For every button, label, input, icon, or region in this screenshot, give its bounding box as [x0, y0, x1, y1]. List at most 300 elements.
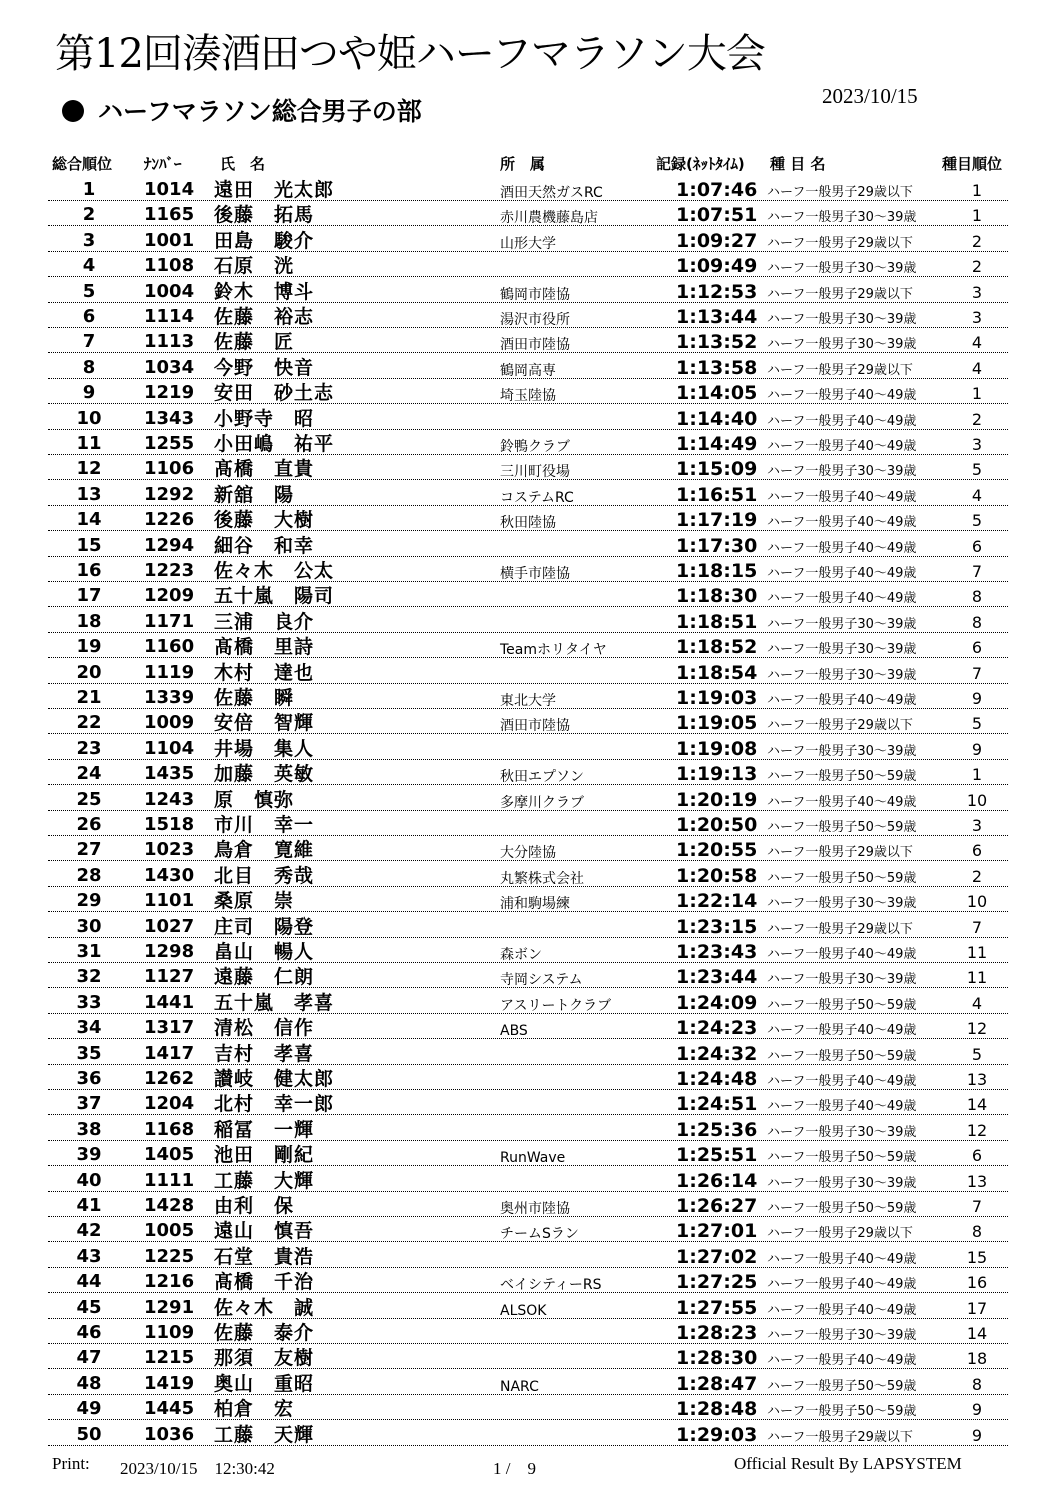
header-time: 記録(ﾈｯﾄﾀｲﾑ) — [656, 155, 745, 173]
table-row — [0, 1396, 1058, 1421]
table-row — [0, 787, 1058, 812]
category-cell: ハーフ一般男子50～59歳 — [767, 820, 917, 835]
runner-name-cell: 後藤 大樹 — [214, 509, 315, 532]
affiliation-cell: 酒田天然ガスRC — [500, 185, 603, 201]
runner-name-cell: 讃岐 健太郎 — [214, 1068, 335, 1090]
rank-cell: 17 — [76, 585, 102, 607]
table-row — [0, 761, 1058, 786]
bib-number-cell: 1343 — [144, 407, 195, 429]
table-row — [0, 888, 1058, 913]
category-rank-cell: 7 — [971, 917, 983, 937]
category-cell: ハーフ一般男子30～39歳 — [767, 616, 917, 632]
rank-cell: 32 — [76, 966, 102, 988]
table-row — [0, 533, 1058, 558]
table-row — [0, 304, 1058, 329]
bib-number-cell: 1223 — [144, 560, 195, 581]
net-time-cell: 1:09:49 — [676, 255, 758, 278]
runner-name-cell: 北目 秀哉 — [214, 864, 315, 887]
runner-name-cell: 細谷 和幸 — [214, 534, 315, 557]
runner-name-cell: 稲冨 一輝 — [214, 1118, 315, 1141]
category-cell: ハーフ一般男子30～39歳 — [767, 1124, 917, 1140]
bullet-icon — [62, 100, 84, 122]
bib-number-cell: 1104 — [144, 737, 195, 759]
affiliation-cell: 鈴鴨クラブ — [500, 439, 570, 455]
table-row — [0, 406, 1058, 431]
table-row — [0, 1015, 1058, 1040]
table-row — [0, 1269, 1058, 1294]
bib-number-cell: 1034 — [144, 356, 195, 378]
affiliation-cell: 森ボン — [500, 947, 542, 963]
rank-cell: 31 — [76, 941, 102, 962]
rank-cell: 46 — [76, 1322, 102, 1343]
event-date: 2023/10/15 — [822, 84, 918, 108]
runner-name-cell: 奥山 重昭 — [214, 1372, 315, 1395]
net-time-cell: 1:17:19 — [676, 509, 758, 532]
credit-line: Official Result By LAPSYSTEM — [734, 1454, 962, 1473]
category-cell: ハーフ一般男子30～39歳 — [767, 1328, 917, 1343]
rank-cell: 24 — [76, 763, 102, 785]
runner-name-cell: 原 慎弥 — [214, 788, 295, 811]
rank-cell: 15 — [76, 534, 102, 556]
header-rank: 総合順位 — [52, 155, 113, 173]
rank-cell: 41 — [76, 1195, 102, 1216]
bib-number-cell: 1441 — [144, 991, 195, 1013]
table-row — [0, 609, 1058, 634]
category-cell: ハーフ一般男子29歳以下 — [767, 235, 913, 251]
rank-cell: 43 — [76, 1245, 102, 1267]
net-time-cell: 1:27:01 — [676, 1220, 758, 1243]
bib-number-cell: 1294 — [144, 534, 195, 556]
category-cell: ハーフ一般男子50～59歳 — [767, 1048, 917, 1064]
bib-number-cell: 1216 — [144, 1271, 195, 1293]
rank-cell: 40 — [76, 1169, 102, 1191]
table-row — [0, 380, 1058, 405]
net-time-cell: 1:18:54 — [676, 661, 758, 684]
rank-cell: 14 — [76, 509, 102, 531]
bib-number-cell: 1160 — [144, 636, 195, 658]
affiliation-cell: ALSOK — [500, 1302, 547, 1319]
affiliation-cell: ABS — [500, 1023, 528, 1040]
runner-name-cell: 佐々木 誠 — [214, 1296, 315, 1319]
table-row — [0, 1168, 1058, 1193]
category-cell: ハーフ一般男子40～49歳 — [767, 439, 917, 454]
table-row — [0, 329, 1058, 354]
table-row — [0, 634, 1058, 659]
affiliation-cell: ベイシティーRS — [500, 1277, 602, 1294]
net-time-cell: 1:27:02 — [676, 1245, 758, 1268]
net-time-cell: 1:09:27 — [676, 229, 758, 252]
runner-name-cell: 佐藤 匠 — [214, 331, 295, 354]
table-row — [0, 253, 1058, 278]
category-rank-cell: 8 — [971, 1222, 983, 1242]
category-cell: ハーフ一般男子40～49歳 — [767, 1251, 917, 1267]
net-time-cell: 1:24:09 — [676, 991, 758, 1014]
bib-number-cell: 1023 — [144, 839, 195, 861]
net-time-cell: 1:20:58 — [676, 864, 758, 887]
bib-number-cell: 1417 — [144, 1042, 195, 1064]
affiliation-cell: コステムRC — [500, 489, 574, 506]
category-rank-cell: 7 — [971, 663, 983, 683]
affiliation-cell: 秋田エプソン — [500, 769, 584, 786]
net-time-cell: 1:19:08 — [676, 737, 758, 760]
table-row — [0, 279, 1058, 304]
bib-number-cell: 1430 — [144, 864, 195, 886]
category-cell: ハーフ一般男子29歳以下 — [767, 718, 913, 734]
net-time-cell: 1:15:09 — [676, 458, 758, 481]
affiliation-cell: 酒田市陸協 — [500, 337, 570, 354]
category-cell: ハーフ一般男子40～49歳 — [767, 1023, 917, 1039]
category-rank-cell: 12 — [966, 1120, 988, 1140]
bib-number-cell: 1009 — [144, 712, 195, 734]
bib-number-cell: 1225 — [144, 1245, 195, 1267]
category-rank-cell: 4 — [971, 993, 983, 1013]
runner-name-cell: 工藤 大輝 — [214, 1169, 315, 1192]
rank-cell: 47 — [76, 1347, 102, 1369]
rank-cell: 11 — [76, 433, 102, 454]
table-row — [0, 1320, 1058, 1345]
runner-name-cell: 庄司 陽登 — [214, 915, 315, 938]
bib-number-cell: 1165 — [144, 204, 195, 226]
category-cell: ハーフ一般男子50～59歳 — [767, 1404, 917, 1420]
runner-name-cell: 安倍 智輝 — [214, 712, 315, 735]
category-cell: ハーフ一般男子40～49歳 — [767, 566, 917, 581]
table-row — [0, 1142, 1058, 1167]
net-time-cell: 1:19:05 — [676, 712, 758, 735]
bib-number-cell: 1108 — [144, 255, 195, 277]
rank-cell: 50 — [76, 1423, 102, 1445]
rank-cell: 25 — [76, 788, 102, 810]
category-cell: ハーフ一般男子40～49歳 — [767, 413, 917, 429]
category-cell: ハーフ一般男子50～59歳 — [767, 1378, 917, 1394]
table-row — [0, 1091, 1058, 1116]
table-row — [0, 177, 1058, 202]
rank-cell: 1 — [82, 179, 96, 200]
category-cell: ハーフ一般男子40～49歳 — [767, 388, 917, 404]
runner-name-cell: 髙橋 直貴 — [214, 458, 315, 481]
net-time-cell: 1:18:15 — [676, 560, 758, 582]
affiliation-cell: アスリートクラブ — [500, 997, 612, 1014]
bib-number-cell: 1405 — [144, 1144, 195, 1166]
category-cell: ハーフ一般男子50～59歳 — [767, 870, 917, 886]
runner-name-cell: 安田 砂土志 — [214, 382, 335, 405]
table-row — [0, 228, 1058, 253]
rank-cell: 8 — [82, 356, 96, 378]
runner-name-cell: 髙橋 千治 — [214, 1271, 315, 1294]
net-time-cell: 1:12:53 — [676, 280, 758, 303]
category-rank-cell: 3 — [971, 435, 983, 454]
net-time-cell: 1:20:19 — [676, 788, 758, 811]
rank-cell: 23 — [76, 737, 102, 759]
table-row — [0, 660, 1058, 685]
affiliation-cell: 奥州市陸協 — [500, 1201, 570, 1217]
net-time-cell: 1:24:51 — [676, 1093, 758, 1116]
net-time-cell: 1:23:44 — [676, 966, 758, 989]
bib-number-cell: 1168 — [144, 1118, 195, 1140]
category-cell: ハーフ一般男子30～39歳 — [767, 464, 917, 480]
runner-name-cell: 鳥倉 寛維 — [214, 839, 315, 862]
category-cell: ハーフ一般男子40～49歳 — [767, 515, 917, 531]
category-cell: ハーフ一般男子50～59歳 — [767, 997, 917, 1013]
runner-name-cell: 柏倉 宏 — [214, 1398, 295, 1421]
net-time-cell: 1:24:32 — [676, 1042, 758, 1065]
table-row — [0, 482, 1058, 507]
category-rank-cell: 13 — [966, 1070, 988, 1089]
category-cell: ハーフ一般男子29歳以下 — [767, 1429, 913, 1445]
table-row — [0, 1371, 1058, 1396]
category-rank-cell: 8 — [971, 587, 983, 607]
category-rank-cell: 10 — [966, 892, 988, 912]
net-time-cell: 1:14:40 — [676, 407, 758, 430]
table-row — [0, 1066, 1058, 1091]
bib-number-cell: 1204 — [144, 1093, 195, 1115]
bib-number-cell: 1226 — [144, 509, 195, 531]
category-cell: ハーフ一般男子40～49歳 — [767, 540, 917, 556]
rank-cell: 3 — [82, 229, 96, 251]
category-cell: ハーフ一般男子40～49歳 — [767, 693, 917, 708]
bib-number-cell: 1005 — [144, 1220, 195, 1242]
bib-number-cell: 1262 — [144, 1068, 195, 1089]
print-label: Print: — [52, 1454, 90, 1473]
bib-number-cell: 1291 — [144, 1296, 195, 1318]
category-rank-cell: 12 — [966, 1019, 988, 1039]
bib-number-cell: 1317 — [144, 1017, 195, 1039]
bib-number-cell: 1101 — [144, 890, 195, 912]
affiliation-cell: 東北大学 — [500, 693, 556, 709]
bib-number-cell: 1113 — [144, 331, 195, 353]
net-time-cell: 1:26:27 — [676, 1195, 758, 1217]
affiliation-cell: 湯沢市役所 — [500, 312, 570, 328]
category-cell: ハーフ一般男子50～59歳 — [767, 769, 917, 785]
runner-name-cell: 遠山 慎吾 — [214, 1220, 315, 1243]
category-cell: ハーフ一般男子50～59歳 — [767, 1150, 917, 1166]
category-rank-cell: 14 — [966, 1095, 988, 1115]
runner-name-cell: 鈴木 博斗 — [214, 280, 315, 303]
rank-cell: 45 — [76, 1296, 102, 1318]
net-time-cell: 1:20:55 — [676, 839, 758, 862]
net-time-cell: 1:13:44 — [676, 306, 758, 328]
category-cell: ハーフ一般男子30～39歳 — [767, 667, 917, 683]
net-time-cell: 1:22:14 — [676, 890, 758, 913]
print-datetime: 2023/10/15 12:30:42 — [120, 1459, 275, 1478]
category-rank-cell: 5 — [971, 1044, 983, 1064]
category-rank-cell: 7 — [971, 562, 983, 581]
category-cell: ハーフ一般男子29歳以下 — [767, 921, 913, 937]
net-time-cell: 1:14:49 — [676, 433, 758, 455]
category-rank-cell: 2 — [971, 409, 983, 429]
bib-number-cell: 1106 — [144, 458, 195, 480]
rank-cell: 42 — [76, 1220, 102, 1242]
bib-number-cell: 1518 — [144, 814, 195, 835]
runner-name-cell: 市川 幸一 — [214, 814, 315, 836]
category-cell: ハーフ一般男子40～49歳 — [767, 591, 917, 607]
runner-name-cell: 新舘 陽 — [214, 483, 295, 506]
net-time-cell: 1:17:30 — [676, 534, 758, 557]
category-rank-cell: 6 — [971, 536, 983, 556]
net-time-cell: 1:29:03 — [676, 1423, 758, 1446]
table-row — [0, 710, 1058, 735]
category-rank-cell: 1 — [971, 765, 983, 785]
category-cell: ハーフ一般男子29歳以下 — [767, 845, 913, 861]
net-time-cell: 1:28:48 — [676, 1398, 758, 1421]
net-time-cell: 1:28:23 — [676, 1322, 758, 1344]
affiliation-cell: 鶴岡市陸協 — [500, 286, 570, 303]
affiliation-cell: 赤川農機藤島店 — [500, 210, 598, 227]
category-rank-cell: 5 — [971, 714, 983, 734]
table-row — [0, 1218, 1058, 1243]
bib-number-cell: 1243 — [144, 788, 195, 810]
table-row — [0, 507, 1058, 532]
bib-number-cell: 1292 — [144, 483, 195, 505]
category-rank-cell: 15 — [966, 1247, 988, 1267]
net-time-cell: 1:07:46 — [676, 179, 758, 201]
runner-name-cell: 遠藤 仁朗 — [214, 966, 315, 989]
table-row — [0, 583, 1058, 608]
rank-cell: 10 — [76, 407, 102, 429]
rank-cell: 44 — [76, 1271, 102, 1293]
runner-name-cell: 吉村 孝喜 — [214, 1042, 315, 1065]
category-rank-cell: 11 — [966, 943, 988, 962]
table-row — [0, 1244, 1058, 1269]
rank-cell: 12 — [76, 458, 102, 480]
category-rank-cell: 5 — [971, 511, 983, 531]
runner-name-cell: 佐藤 瞬 — [214, 687, 295, 709]
runner-name-cell: 三浦 良介 — [214, 610, 315, 633]
table-row — [0, 1345, 1058, 1370]
category-cell: ハーフ一般男子40～49歳 — [767, 1074, 917, 1089]
affiliation-cell: NARC — [500, 1378, 539, 1395]
rank-cell: 48 — [76, 1372, 102, 1394]
table-row — [0, 1422, 1058, 1447]
affiliation-cell: 三川町役場 — [500, 464, 570, 481]
runner-name-cell: 石堂 貴浩 — [214, 1245, 315, 1268]
net-time-cell: 1:26:14 — [676, 1169, 758, 1192]
category-rank-cell: 8 — [971, 612, 983, 632]
category-cell: ハーフ一般男子30～39歳 — [767, 312, 917, 327]
rank-cell: 26 — [76, 814, 102, 835]
affiliation-cell: チームSラン — [500, 1226, 579, 1243]
section-heading — [62, 96, 422, 128]
runner-name-cell: 佐藤 裕志 — [214, 306, 315, 328]
rank-cell: 22 — [76, 712, 102, 734]
bib-number-cell: 1255 — [144, 433, 195, 454]
table-row — [0, 736, 1058, 761]
bib-number-cell: 1036 — [144, 1423, 195, 1445]
category-cell: ハーフ一般男子50～59歳 — [767, 1201, 917, 1216]
category-cell: ハーフ一般男子30～39歳 — [767, 896, 917, 912]
bib-number-cell: 1215 — [144, 1347, 195, 1369]
category-rank-cell: 16 — [966, 1273, 988, 1293]
table-row — [0, 558, 1058, 583]
runner-name-cell: 佐藤 泰介 — [214, 1322, 315, 1344]
table-row — [0, 964, 1058, 989]
table-row — [0, 914, 1058, 939]
category-rank-cell: 11 — [966, 968, 988, 988]
runner-name-cell: 工藤 天輝 — [214, 1423, 315, 1446]
affiliation-cell: 横手市陸協 — [500, 566, 570, 582]
net-time-cell: 1:18:51 — [676, 610, 758, 633]
category-rank-cell: 9 — [971, 739, 983, 759]
page-footer — [0, 1454, 1058, 1478]
category-rank-cell: 10 — [966, 790, 988, 810]
bib-number-cell: 1127 — [144, 966, 195, 988]
table-row — [0, 1041, 1058, 1066]
category-rank-cell: 3 — [971, 282, 983, 302]
net-time-cell: 1:25:36 — [676, 1118, 758, 1141]
runner-name-cell: 那須 友樹 — [214, 1347, 315, 1370]
runner-name-cell: 佐々木 公太 — [214, 560, 335, 582]
net-time-cell: 1:18:30 — [676, 585, 758, 608]
category-rank-cell: 3 — [971, 816, 983, 835]
table-row — [0, 355, 1058, 380]
bib-number-cell: 1298 — [144, 941, 195, 962]
category-rank-cell: 6 — [971, 638, 983, 658]
category-rank-cell: 6 — [971, 841, 983, 861]
category-cell: ハーフ一般男子30～39歳 — [767, 261, 917, 277]
rank-cell: 9 — [82, 382, 96, 404]
runner-name-cell: 後藤 拓馬 — [214, 204, 315, 227]
category-rank-cell: 8 — [971, 1374, 983, 1394]
category-cell: ハーフ一般男子29歳以下 — [767, 286, 913, 302]
category-cell: ハーフ一般男子40～49歳 — [767, 794, 917, 810]
category-rank-cell: 7 — [971, 1197, 983, 1216]
rank-cell: 38 — [76, 1118, 102, 1140]
category-rank-cell: 9 — [971, 689, 983, 708]
rank-cell: 27 — [76, 839, 102, 861]
runner-name-cell: 今野 快音 — [214, 356, 315, 379]
table-row — [0, 456, 1058, 481]
bib-number-cell: 1119 — [144, 661, 195, 683]
category-rank-cell: 2 — [971, 866, 983, 886]
net-time-cell: 1:27:55 — [676, 1296, 758, 1319]
affiliation-cell: RunWave — [500, 1150, 566, 1167]
rank-cell: 2 — [82, 204, 96, 226]
runner-name-cell: 五十嵐 孝喜 — [214, 991, 335, 1014]
affiliation-cell: 山形大学 — [500, 235, 556, 252]
bib-number-cell: 1339 — [144, 687, 195, 708]
category-cell: ハーフ一般男子30～39歳 — [767, 1175, 917, 1191]
net-time-cell: 1:19:13 — [676, 763, 758, 786]
bib-number-cell: 1428 — [144, 1195, 195, 1216]
runner-name-cell: 遠田 光太郎 — [214, 179, 335, 201]
affiliation-cell: 埼玉陸協 — [500, 388, 556, 405]
bib-number-cell: 1111 — [144, 1169, 195, 1191]
category-rank-cell: 9 — [971, 1425, 983, 1445]
category-cell: ハーフ一般男子30～39歳 — [767, 210, 917, 226]
rank-cell: 49 — [76, 1398, 102, 1420]
table-row — [0, 990, 1058, 1015]
category-cell: ハーフ一般男子40～49歳 — [767, 1277, 917, 1293]
category-rank-cell: 4 — [971, 485, 983, 505]
page-title: 第12回湊酒田つや姫ハーフマラソン大会 — [55, 31, 765, 77]
category-cell: ハーフ一般男子30～39歳 — [767, 642, 917, 658]
table-row — [0, 1295, 1058, 1320]
rank-cell: 29 — [76, 890, 102, 912]
rank-cell: 20 — [76, 661, 102, 683]
affiliation-cell: 鶴岡高専 — [500, 362, 556, 379]
category-rank-cell: 14 — [966, 1324, 988, 1343]
affiliation-cell: 大分陸協 — [500, 845, 556, 862]
runner-name-cell: 由利 保 — [214, 1195, 295, 1217]
bib-number-cell: 1419 — [144, 1372, 195, 1394]
bib-number-cell: 1219 — [144, 382, 195, 404]
net-time-cell: 1:14:05 — [676, 382, 758, 405]
runner-name-cell: 木村 達也 — [214, 661, 315, 684]
header-name: 氏 名 — [220, 155, 266, 173]
affiliation-cell: 丸繁株式会社 — [500, 870, 584, 887]
rank-cell: 35 — [76, 1042, 102, 1064]
category-cell: ハーフ一般男子40～49歳 — [767, 1353, 917, 1369]
bib-number-cell: 1445 — [144, 1398, 195, 1420]
